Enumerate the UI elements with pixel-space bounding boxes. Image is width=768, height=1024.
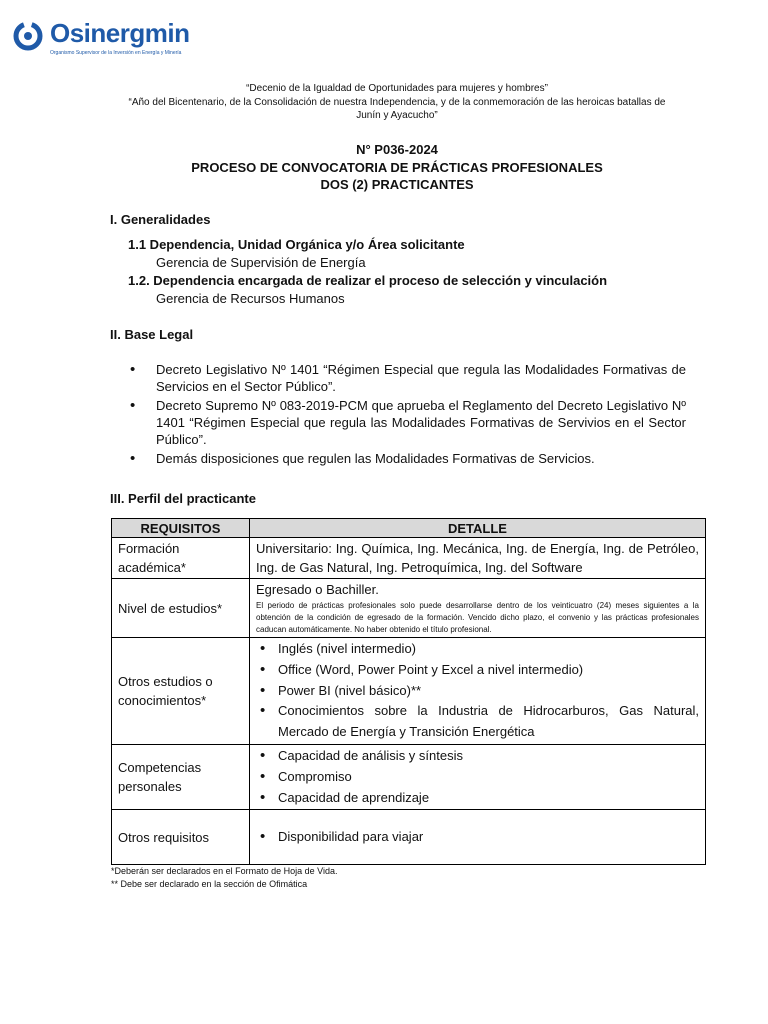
competencias-list <box>256 746 699 808</box>
table-row <box>112 579 706 638</box>
row-detail <box>250 744 706 809</box>
table-row <box>112 744 706 809</box>
list-item: • Office (Word, Power Point y Excel a nivel intermedio) <box>256 660 699 681</box>
list-item: • Inglés (nivel intermedio) <box>256 639 699 660</box>
list-item: • Conocimientos sobre la Industria de Hidrocarburos, Gas Natural, Mercado de Energía y Transición Energética <box>256 701 699 743</box>
row-detail <box>250 638 706 745</box>
row-detail <box>250 579 706 638</box>
table-header-row <box>112 519 706 538</box>
row-label: Nivel de estudios* <box>112 579 250 638</box>
nivel-note: El periodo de prácticas profesionales solo puede desarrollarse dentro de los veinticuatro (24) meses siguientes a la obtención de la condición de egresado de la formación. Vencido dicho plazo, el convenio y las prácticas profesionales caducan automáticamente. No haber obtenido el título profesional. <box>256 601 699 634</box>
list-item: • Capacidad de aprendizaje <box>256 788 699 809</box>
row-label: Formación académica* <box>112 538 250 579</box>
col-requisitos: REQUISITOS <box>112 519 250 538</box>
col-detalle: DETALLE <box>250 519 706 538</box>
item-1-2-value: Gerencia de Recursos Humanos <box>156 291 345 306</box>
row-label: Otros requisitos <box>112 810 250 865</box>
decenio-header <box>120 82 674 123</box>
list-item: • Decreto Legislativo Nº 1401 “Régimen Especial que regula las Modalidades Formativas de Servicios en el Sector Público”. <box>130 361 686 395</box>
row-detail: Universitario: Ing. Química, Ing. Mecánica, Ing. de Energía, Ing. de Petróleo, Ing. de Gas Natural, Ing. Petroquímica, Ing. del Software <box>250 538 706 579</box>
title-line-2: DOS (2) PRACTICANTES <box>320 177 474 192</box>
row-detail <box>250 810 706 865</box>
logo-subtitle: Organismo Supervisor de la Inversión en Energía y Minería <box>50 50 182 56</box>
item-1-1-value: Gerencia de Supervisión de Energía <box>156 255 366 270</box>
decenio-line-1: “Decenio de la Igualdad de Oportunidades para mujeres y hombres” <box>246 83 548 94</box>
otros-requisitos-list <box>256 827 699 848</box>
logo-name: Osinergmin <box>50 18 190 48</box>
table-row <box>112 538 706 579</box>
section-generalidades-heading: I. Generalidades <box>110 212 211 227</box>
decenio-line-2: “Año del Bicentenario, de la Consolidación de nuestra Independencia, y de la conmemoración de las heroicas batallas de Junín y Ayacucho” <box>128 96 666 121</box>
list-item: • Demás disposiciones que regulen las Modalidades Formativas de Servicios. <box>130 450 686 467</box>
list-item: • Decreto Supremo Nº 083-2019-PCM que aprueba el Reglamento del Decreto Legislativo Nº 1401 “Régimen Especial que regula las Modalidades Formativas de Servivios en el Sector Público”. <box>130 397 686 448</box>
list-item: • Power BI (nivel básico)** <box>256 681 699 702</box>
osinergmin-logo <box>12 18 202 58</box>
row-label: Competencias personales <box>112 744 250 809</box>
convocatoria-number: N° P036-2024 <box>356 142 438 157</box>
list-item: • Compromiso <box>256 767 699 788</box>
perfil-table <box>111 518 706 865</box>
item-1-1-label: 1.1 Dependencia, Unidad Orgánica y/o Área solicitante <box>128 237 465 252</box>
table-row <box>112 810 706 865</box>
document-title <box>100 141 694 194</box>
title-line-1: PROCESO DE CONVOCATORIA DE PRÁCTICAS PROFESIONALES <box>191 159 603 175</box>
list-item: • Capacidad de análisis y síntesis <box>256 746 699 767</box>
section-base-legal-heading: II. Base Legal <box>110 327 194 342</box>
item-1-2-label: 1.2. Dependencia encargada de realizar el proceso de selección y vinculación <box>128 273 608 288</box>
osinergmin-logo-icon <box>12 20 44 52</box>
footnote-1: *Deberán ser declarados en el Formato de Hoja de Vida. <box>111 866 338 876</box>
nivel-detail: Egresado o Bachiller. <box>256 582 379 597</box>
footnote-2: ** Debe ser declarado en la sección de Ofimática <box>111 879 308 889</box>
table-row <box>112 638 706 745</box>
list-item: • Disponibilidad para viajar <box>256 827 699 848</box>
otros-estudios-list <box>256 639 699 743</box>
row-label: Otros estudios o conocimientos* <box>112 638 250 745</box>
section-perfil-heading: III. Perfil del practicante <box>110 491 256 506</box>
base-legal-list <box>130 361 686 469</box>
